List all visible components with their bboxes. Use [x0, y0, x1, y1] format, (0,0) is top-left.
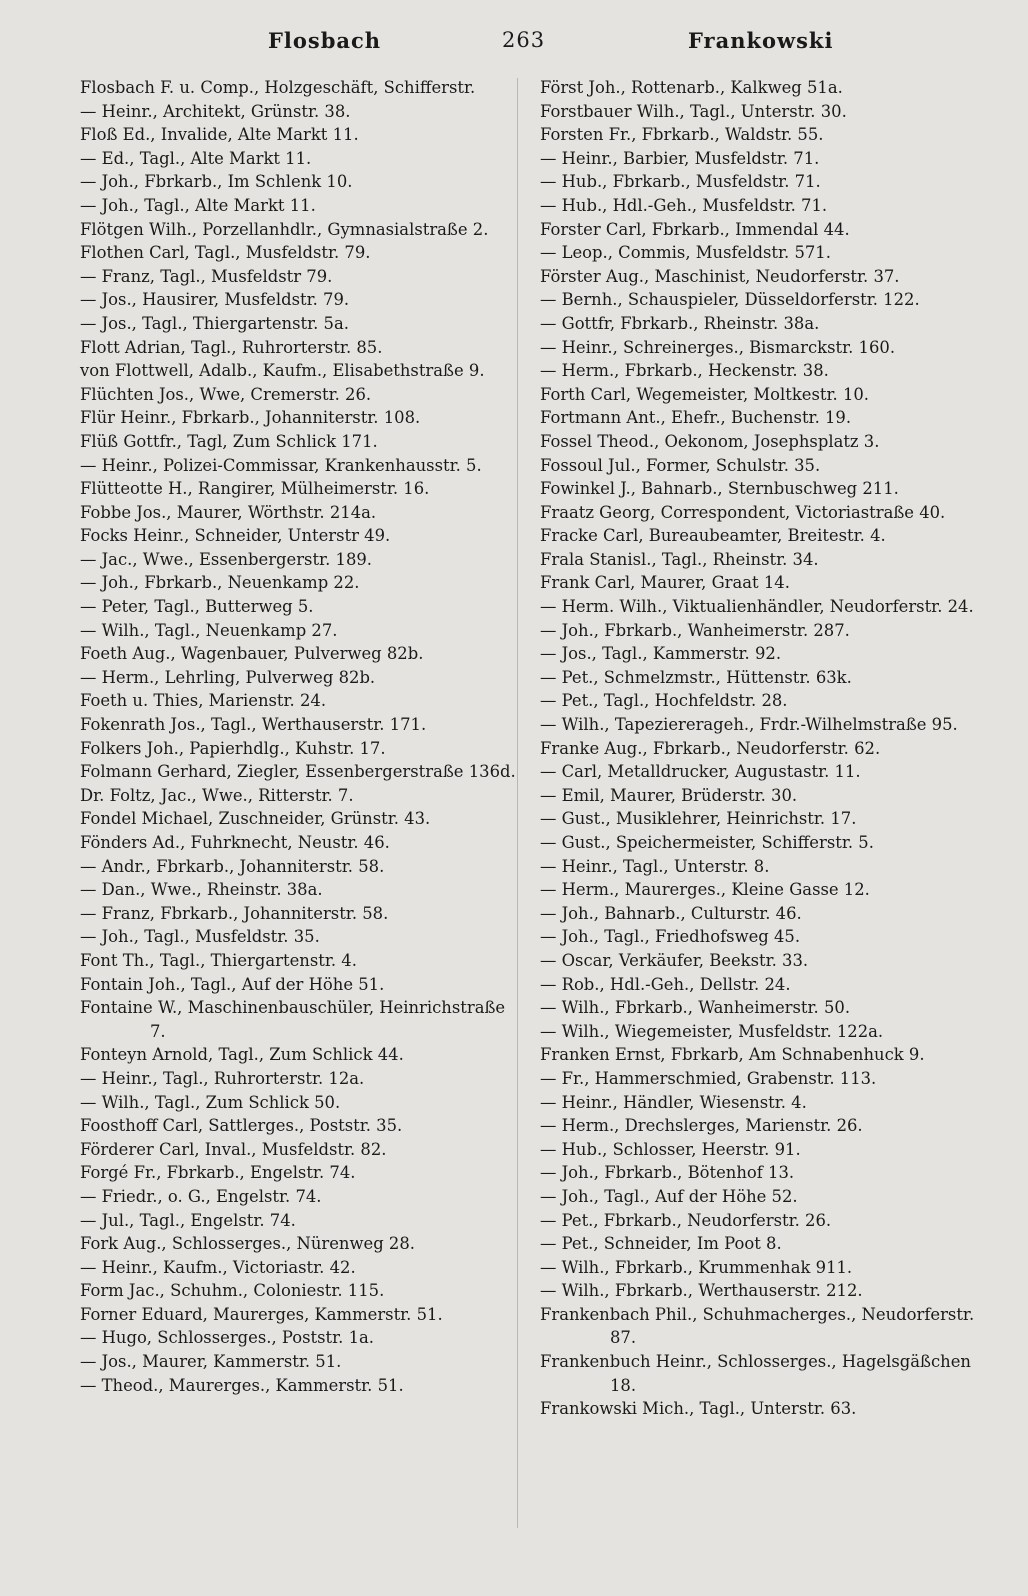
header-last-name: Frankowski — [688, 28, 834, 53]
directory-entry: Forsten Fr., Fbrkarb., Waldstr. 55. — [540, 125, 824, 145]
directory-entry: — Wilh., Tapeziererageh., Frdr.-Wilhelmstraße 95. — [540, 715, 958, 735]
directory-entry: Flötgen Wilh., Porzellanhdlr., Gymnasialstraße 2. — [80, 219, 489, 239]
directory-entry: — Joh., Tagl., Friedhofsweg 45. — [540, 927, 801, 947]
directory-entry: — Wilh., Fbrkarb., Wanheimerstr. 50. — [540, 998, 851, 1018]
directory-entry: Frank Carl, Maurer, Graat 14. — [540, 573, 790, 593]
directory-entry: Flütteotte H., Rangirer, Mülheimerstr. 16. — [80, 479, 430, 499]
directory-entry: Font Th., Tagl., Thiergartenstr. 4. — [80, 950, 357, 970]
directory-entry: — Fr., Hammerschmied, Grabenstr. 113. — [540, 1068, 877, 1088]
directory-entry: — Ed., Tagl., Alte Markt 11. — [80, 148, 312, 168]
directory-entry: Förderer Carl, Inval., Musfeldstr. 82. — [80, 1139, 387, 1159]
directory-entry: Foosthoff Carl, Sattlerges., Poststr. 35. — [80, 1116, 403, 1136]
directory-entry: — Pet., Fbrkarb., Neudorferstr. 26. — [540, 1210, 832, 1230]
directory-entry: Folmann Gerhard, Ziegler, Essenbergerstraße 136d. — [80, 762, 516, 782]
directory-entry: Flott Adrian, Tagl., Ruhrorterstr. 85. — [80, 337, 383, 357]
directory-entry: Forgé Fr., Fbrkarb., Engelstr. 74. — [80, 1163, 356, 1183]
directory-entry: — Heinr., Kaufm., Victoriastr. 42. — [80, 1257, 356, 1277]
directory-entry: — Friedr., o. G., Engelstr. 74. — [80, 1186, 322, 1206]
directory-entry: — Joh., Fbrkarb., Im Schlenk 10. — [80, 172, 353, 192]
directory-entry: Fracke Carl, Bureaubeamter, Breitestr. 4. — [540, 526, 886, 546]
directory-entry: Fortmann Ant., Ehefr., Buchenstr. 19. — [540, 408, 852, 428]
directory-entry: — Herm. Wilh., Viktualienhändler, Neudorferstr. 24. — [540, 597, 974, 617]
directory-entry: Fobbe Jos., Maurer, Wörthstr. 214a. — [80, 502, 377, 522]
directory-entry: — Peter, Tagl., Butterweg 5. — [80, 597, 314, 617]
directory-entry: — Wilh., Wiegemeister, Musfeldstr. 122a. — [540, 1021, 884, 1041]
directory-entry: — Hub., Fbrkarb., Musfeldstr. 71. — [540, 172, 821, 192]
directory-entry: Frankenbach Phil., Schuhmacherges., Neudorferstr. 87. — [540, 1304, 975, 1348]
directory-entry: — Joh., Fbrkarb., Wanheimerstr. 287. — [540, 620, 850, 640]
directory-entry: — Hub., Hdl.-Geh., Musfeldstr. 71. — [540, 195, 828, 215]
directory-entry: — Heinr., Architekt, Grünstr. 38. — [80, 101, 351, 121]
directory-entry: — Wilh., Tagl., Neuenkamp 27. — [80, 620, 338, 640]
page-number: 263 — [502, 28, 546, 52]
directory-entry: — Gust., Musiklehrer, Heinrichstr. 17. — [540, 809, 857, 829]
directory-entry: — Pet., Tagl., Hochfeldstr. 28. — [540, 691, 788, 711]
directory-entry: Fork Aug., Schlosserges., Nürenweg 28. — [80, 1234, 415, 1254]
directory-entry: — Dan., Wwe., Rheinstr. 38a. — [80, 880, 323, 900]
directory-entry: — Andr., Fbrkarb., Johanniterstr. 58. — [80, 856, 385, 876]
directory-entry: Floß Ed., Invalide, Alte Markt 11. — [80, 125, 359, 145]
directory-entry: Dr. Foltz, Jac., Wwe., Ritterstr. 7. — [80, 785, 354, 805]
directory-entry: Fowinkel J., Bahnarb., Sternbuschweg 211. — [540, 479, 899, 499]
directory-entry: — Jul., Tagl., Engelstr. 74. — [80, 1210, 296, 1230]
directory-entry: — Carl, Metalldrucker, Augustastr. 11. — [540, 762, 861, 782]
directory-entry: Flosbach F. u. Comp., Holzgeschäft, Schifferstr. — [80, 78, 476, 97]
directory-entry: Fontain Joh., Tagl., Auf der Höhe 51. — [80, 974, 385, 994]
left-column — [80, 76, 518, 1397]
directory-entry: — Joh., Tagl., Alte Markt 11. — [80, 195, 316, 215]
directory-entry: — Oscar, Verkäufer, Beekstr. 33. — [540, 950, 809, 970]
directory-entry: — Herm., Lehrling, Pulverweg 82b. — [80, 667, 376, 687]
directory-entry: Frankenbuch Heinr., Schlosserges., Hagelsgäßchen 18. — [540, 1352, 971, 1395]
directory-entry: Fontaine W., Maschinenbauschüler, Heinrichstraße 7. — [80, 998, 506, 1041]
directory-entry: — Hub., Schlosser, Heerstr. 91. — [540, 1139, 801, 1159]
directory-entry: — Gottfr, Fbrkarb., Rheinstr. 38a. — [540, 313, 820, 333]
directory-entry: — Jos., Tagl., Kammerstr. 92. — [540, 644, 782, 664]
directory-entry: Först Joh., Rottenarb., Kalkweg 51a. — [540, 78, 843, 97]
directory-entry: — Heinr., Händler, Wiesenstr. 4. — [540, 1092, 807, 1112]
directory-entry: — Heinr., Tagl., Ruhrorterstr. 12a. — [80, 1068, 365, 1088]
directory-entry: Fossel Theod., Oekonom, Josephsplatz 3. — [540, 431, 880, 451]
directory-entry: — Joh., Bahnarb., Culturstr. 46. — [540, 903, 802, 923]
directory-entry: Frankowski Mich., Tagl., Unterstr. 63. — [540, 1399, 857, 1419]
directory-entry: Focks Heinr., Schneider, Unterstr 49. — [80, 526, 391, 546]
right-column — [540, 76, 978, 1421]
directory-entry: — Herm., Drechslerges, Marienstr. 26. — [540, 1116, 863, 1136]
directory-entry: — Bernh., Schauspieler, Düsseldorferstr. 122. — [540, 290, 920, 310]
directory-entry: — Joh., Fbrkarb., Neuenkamp 22. — [80, 573, 360, 593]
directory-entry: — Wilh., Tagl., Zum Schlick 50. — [80, 1092, 341, 1112]
directory-entry: — Theod., Maurerges., Kammerstr. 51. — [80, 1375, 404, 1395]
directory-entry: — Pet., Schmelzmstr., Hüttenstr. 63k. — [540, 667, 852, 687]
directory-entry: — Franz, Fbrkarb., Johanniterstr. 58. — [80, 903, 389, 923]
directory-entry: — Gust., Speichermeister, Schifferstr. 5. — [540, 833, 874, 852]
directory-entry: — Heinr., Polizei-Commissar, Krankenhausstr. 5. — [80, 455, 482, 475]
directory-entry: — Jos., Hausirer, Musfeldstr. 79. — [80, 290, 350, 310]
directory-entry: Fonteyn Arnold, Tagl., Zum Schlick 44. — [80, 1045, 404, 1065]
header-first-name: Flosbach — [268, 28, 382, 53]
directory-entry: Flothen Carl, Tagl., Musfeldstr. 79. — [80, 243, 371, 263]
directory-entry: Forth Carl, Wegemeister, Moltkestr. 10. — [540, 384, 870, 404]
directory-entry: Flüß Gottfr., Tagl, Zum Schlick 171. — [80, 431, 378, 451]
directory-entry: Förster Aug., Maschinist, Neudorferstr. 37. — [540, 266, 900, 286]
directory-entry: — Joh., Tagl., Musfeldstr. 35. — [80, 927, 320, 947]
directory-entry: — Herm., Fbrkarb., Heckenstr. 38. — [540, 361, 829, 381]
directory-entry: Flür Heinr., Fbrkarb., Johanniterstr. 108. — [80, 408, 421, 428]
directory-entry: — Joh., Tagl., Auf der Höhe 52. — [540, 1186, 798, 1206]
directory-entry: Form Jac., Schuhm., Coloniestr. 115. — [80, 1281, 385, 1301]
directory-entry: — Pet., Schneider, Im Poot 8. — [540, 1234, 782, 1254]
directory-entry: Fokenrath Jos., Tagl., Werthauserstr. 171. — [80, 715, 427, 735]
directory-entry: Forster Carl, Fbrkarb., Immendal 44. — [540, 219, 850, 239]
directory-entry: Foeth Aug., Wagenbauer, Pulverweg 82b. — [80, 644, 424, 664]
directory-entry: Flüchten Jos., Wwe, Cremerstr. 26. — [80, 384, 372, 404]
directory-entry: Franke Aug., Fbrkarb., Neudorferstr. 62. — [540, 738, 881, 758]
directory-entry: von Flottwell, Adalb., Kaufm., Elisabethstraße 9. — [80, 361, 485, 381]
directory-entry: — Heinr., Schreinerges., Bismarckstr. 160. — [540, 337, 896, 357]
directory-entry: — Heinr., Barbier, Musfeldstr. 71. — [540, 148, 820, 168]
directory-entry: — Rob., Hdl.-Geh., Dellstr. 24. — [540, 974, 791, 994]
directory-entry: Fraatz Georg, Correspondent, Victoriastraße 40. — [540, 502, 946, 522]
directory-entry: — Wilh., Fbrkarb., Krummenhak 911. — [540, 1257, 853, 1277]
directory-entry: Fönders Ad., Fuhrknecht, Neustr. 46. — [80, 833, 390, 852]
directory-entry: Foeth u. Thies, Marienstr. 24. — [80, 691, 327, 711]
directory-entry: — Jos., Maurer, Kammerstr. 51. — [80, 1352, 342, 1372]
directory-entry: Forstbauer Wilh., Tagl., Unterstr. 30. — [540, 101, 847, 121]
directory-entry: — Herm., Maurerges., Kleine Gasse 12. — [540, 880, 870, 900]
directory-entry: Frala Stanisl., Tagl., Rheinstr. 34. — [540, 549, 819, 569]
directory-entry: — Wilh., Fbrkarb., Werthauserstr. 212. — [540, 1281, 863, 1301]
directory-entry: — Heinr., Tagl., Unterstr. 8. — [540, 856, 770, 876]
directory-entry: Franken Ernst, Fbrkarb, Am Schnabenhuck 9. — [540, 1045, 925, 1065]
directory-entry: — Franz, Tagl., Musfeldstr 79. — [80, 266, 333, 286]
directory-entry: — Leop., Commis, Musfeldstr. 571. — [540, 243, 831, 263]
directory-entry: — Hugo, Schlosserges., Poststr. 1a. — [80, 1328, 374, 1348]
directory-entry: Fossoul Jul., Former, Schulstr. 35. — [540, 455, 821, 475]
directory-entry: — Jac., Wwe., Essenbergerstr. 189. — [80, 549, 373, 569]
directory-entry: — Joh., Fbrkarb., Bötenhof 13. — [540, 1163, 795, 1183]
directory-entry: Forner Eduard, Maurerges, Kammerstr. 51. — [80, 1304, 443, 1324]
directory-entry: — Jos., Tagl., Thiergartenstr. 5a. — [80, 313, 349, 333]
directory-entry: Folkers Joh., Papierhdlg., Kuhstr. 17. — [80, 738, 386, 758]
directory-entry: — Emil, Maurer, Brüderstr. 30. — [540, 785, 798, 805]
page-header — [0, 28, 1028, 64]
directory-entry: Fondel Michael, Zuschneider, Grünstr. 43. — [80, 809, 431, 829]
